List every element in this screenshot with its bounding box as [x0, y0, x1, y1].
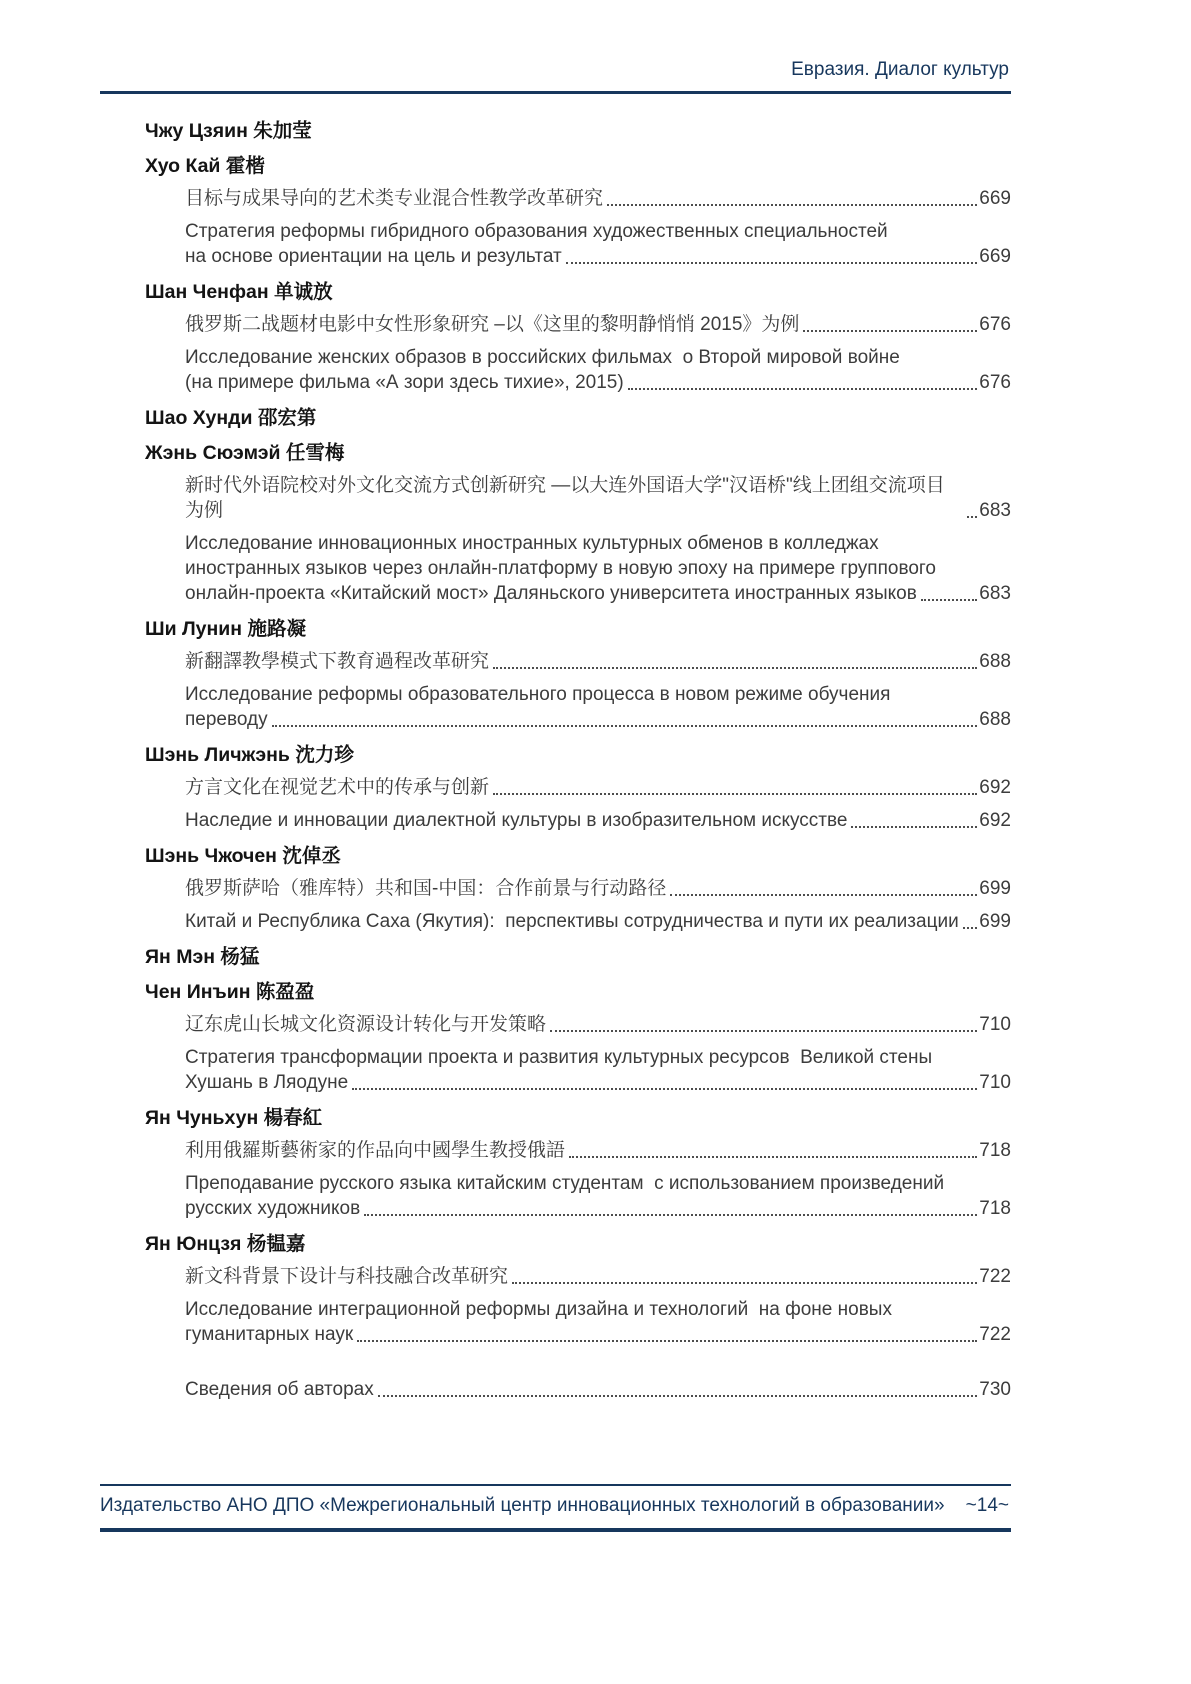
entry-title-text: 新文科背景下设计与科技融合改革研究	[185, 1266, 509, 1287]
entry-page-number: 699	[979, 911, 1011, 932]
page-number: ~14~	[965, 1495, 1009, 1516]
dot-leader	[963, 927, 978, 929]
entry-line-with-page	[185, 312, 1011, 337]
entry-line-with-page	[185, 1377, 1011, 1402]
toc-entry	[185, 682, 1011, 732]
entry-page-number: 699	[979, 878, 1011, 899]
dot-leader	[272, 725, 978, 727]
entry-title-text: на основе ориентации на цель и результат	[185, 246, 562, 267]
dot-leader	[967, 516, 977, 518]
entry-line-with-page	[185, 707, 1011, 732]
author-name: Хуо Кай 霍楷	[145, 155, 265, 177]
entry-title-text: Исследование реформы образовательного процесса в новом режиме обучения	[185, 684, 891, 705]
entry-page-number: 730	[979, 1379, 1011, 1400]
author-name: Шэнь Личжэнь 沈力珍	[145, 744, 354, 766]
entry-title-text: Хушань в Ляодуне	[185, 1072, 349, 1093]
entry-title-text: гуманитарных наук	[185, 1324, 354, 1345]
toc-entry	[185, 876, 1011, 901]
toc-entry	[185, 1012, 1011, 1037]
entry-title-text: Китай и Республика Саха (Якутия): перспективы сотрудничества и пути их реализации	[185, 911, 959, 932]
entry-page-number: 710	[979, 1072, 1011, 1093]
publisher-text: Издательство АНО ДПО «Межрегиональный центр инновационных технологий в образовании»	[100, 1495, 945, 1516]
entry-title-text: Исследование инновационных иностранных культурных обменов в колледжах	[185, 533, 879, 554]
entry-line	[185, 1045, 1011, 1070]
entry-line-with-page	[185, 1012, 1011, 1037]
dot-leader	[670, 894, 977, 896]
toc-entry	[185, 312, 1011, 337]
entry-line-with-page	[185, 186, 1011, 211]
entry-title-text: 方言文化在视觉艺术中的传承与创新	[185, 777, 490, 798]
entry-page-number: 688	[979, 651, 1011, 672]
entry-line-with-page	[185, 1322, 1011, 1347]
page-header	[100, 58, 1011, 94]
toc-entry	[185, 649, 1011, 674]
entry-line	[185, 345, 1011, 370]
entry-line-with-page	[185, 244, 1011, 269]
author-name: Шэнь Чжочен 沈倬丞	[145, 845, 341, 867]
entry-line	[185, 682, 1011, 707]
author-name: Ши Лунин 施路凝	[145, 618, 306, 640]
entry-title-text: Преподавание русского языка китайским студентам с использованием произведений	[185, 1173, 945, 1194]
entry-page-number: 669	[979, 188, 1011, 209]
entry-title-text: Стратегия реформы гибридного образования художественных специальностей	[185, 221, 888, 242]
entry-title-text: русских художников	[185, 1198, 361, 1219]
entry-title-text: Исследование женских образов в российских фильмах о Второй мировой войне	[185, 347, 900, 368]
footer-row	[100, 1486, 1011, 1528]
journal-title: Евразия. Диалог культур	[791, 59, 1009, 80]
page-footer	[100, 1484, 1011, 1532]
entry-title-text: 新翻譯教學模式下教育過程改革研究	[185, 651, 490, 672]
toc-entry	[185, 1045, 1011, 1095]
entry-line-with-page	[185, 1264, 1011, 1289]
author-name: Ян Чуньхун 楊春紅	[145, 1107, 323, 1129]
toc-entry	[185, 345, 1011, 395]
toc-entry	[185, 219, 1011, 269]
entry-line	[185, 531, 1011, 556]
author-name: Шао Хунди 邵宏第	[145, 407, 317, 429]
dot-leader	[352, 1088, 977, 1090]
entry-page-number: 718	[979, 1140, 1011, 1161]
entry-page-number: 722	[979, 1324, 1011, 1345]
dot-leader	[628, 388, 978, 390]
entry-title-text: Сведения об авторах	[185, 1379, 374, 1400]
author-name: Ян Юнцзя 杨韫嘉	[145, 1233, 306, 1255]
entry-title-text: иностранных языков через онлайн-платформу в новую эпоху на примере группового	[185, 558, 936, 579]
entry-title-text: (на примере фильма «А зори здесь тихие», 2015)	[185, 372, 624, 393]
entry-line	[185, 1171, 1011, 1196]
entry-page-number: 692	[979, 777, 1011, 798]
entry-title-text: переводу	[185, 709, 268, 730]
entry-line-with-page	[185, 1196, 1011, 1221]
dot-leader	[569, 1156, 977, 1158]
dot-leader	[378, 1395, 978, 1397]
entry-line-with-page	[185, 775, 1011, 800]
entry-page-number: 710	[979, 1014, 1011, 1035]
entry-title-text: 辽东虎山长城文化资源设计转化与开发策略	[185, 1014, 547, 1035]
footer-rule-bottom	[100, 1528, 1011, 1532]
entry-page-number: 683	[979, 583, 1011, 604]
toc-entry	[185, 186, 1011, 211]
entry-line-with-page	[185, 581, 1011, 606]
entry-line-with-page	[185, 649, 1011, 674]
entry-line-with-page	[185, 909, 1011, 934]
entry-title-text: Исследование интеграционной реформы дизайна и технологий на фоне новых	[185, 1299, 892, 1320]
entry-line	[185, 219, 1011, 244]
author-name: Ян Мэн 杨猛	[145, 946, 260, 968]
dot-leader	[851, 826, 977, 828]
toc-entry	[185, 473, 1011, 523]
entry-title-text: 新时代外语院校对外文化交流方式创新研究 —以大连外国语大学"汉语桥"线上团组交流项目为例	[185, 475, 945, 521]
entry-page-number: 688	[979, 709, 1011, 730]
author-name: Жэнь Сюэмэй 任雪梅	[145, 442, 345, 464]
toc-entry	[185, 775, 1011, 800]
toc-entry	[185, 1297, 1011, 1347]
entry-page-number: 692	[979, 810, 1011, 831]
toc-entry	[185, 1377, 1011, 1402]
entry-page-number: 676	[979, 372, 1011, 393]
toc-entry	[185, 808, 1011, 833]
entry-line	[185, 1297, 1011, 1322]
author-name: Чжу Цзяин 朱加莹	[145, 120, 312, 142]
dot-leader	[921, 599, 977, 601]
entry-page-number: 722	[979, 1266, 1011, 1287]
dot-leader	[550, 1030, 977, 1032]
dot-leader	[493, 793, 977, 795]
table-of-contents	[100, 94, 1011, 1402]
toc-entry	[185, 909, 1011, 934]
entry-line-with-page	[185, 808, 1011, 833]
entry-title-text: Наследие и инновации диалектной культуры в изобразительном искусстве	[185, 810, 848, 831]
entry-title-text: 目标与成果导向的艺术类专业混合性教学改革研究	[185, 188, 604, 209]
entry-title-text: онлайн-проекта «Китайский мост» Даляньского университета иностранных языков	[185, 583, 917, 604]
page-content	[100, 58, 1011, 1410]
entry-title-text: 俄罗斯萨哈（雅库特）共和国-中国：合作前景与行动路径	[185, 878, 667, 899]
entry-line-with-page	[185, 370, 1011, 395]
entry-page-number: 683	[979, 500, 1011, 521]
entry-title-text: 利用俄羅斯藝術家的作品向中國學生教授俄語	[185, 1140, 566, 1161]
dot-leader	[566, 262, 978, 264]
toc-entry	[185, 1264, 1011, 1289]
entry-title-text: 俄罗斯二战题材电影中女性形象研究 –以《这里的黎明静悄悄 2015》为例	[185, 314, 800, 335]
entry-line-with-page	[185, 473, 1011, 523]
entry-page-number: 676	[979, 314, 1011, 335]
entry-page-number: 718	[979, 1198, 1011, 1219]
toc-entry	[185, 531, 1011, 606]
entry-line-with-page	[185, 1138, 1011, 1163]
entry-title-text: Стратегия трансформации проекта и развития культурных ресурсов Великой стены	[185, 1047, 933, 1068]
entry-line-with-page	[185, 876, 1011, 901]
author-name: Шан Ченфан 单诚放	[145, 281, 333, 303]
entry-line-with-page	[185, 1070, 1011, 1095]
entry-line	[185, 556, 1011, 581]
dot-leader	[357, 1340, 977, 1342]
dot-leader	[364, 1214, 977, 1216]
dot-leader	[512, 1282, 977, 1284]
toc-entry	[185, 1171, 1011, 1221]
dot-leader	[493, 667, 977, 669]
dot-leader	[607, 204, 977, 206]
toc-entry	[185, 1138, 1011, 1163]
author-name: Чен Инъин 陈盈盈	[145, 981, 315, 1003]
dot-leader	[803, 330, 977, 332]
entry-page-number: 669	[979, 246, 1011, 267]
